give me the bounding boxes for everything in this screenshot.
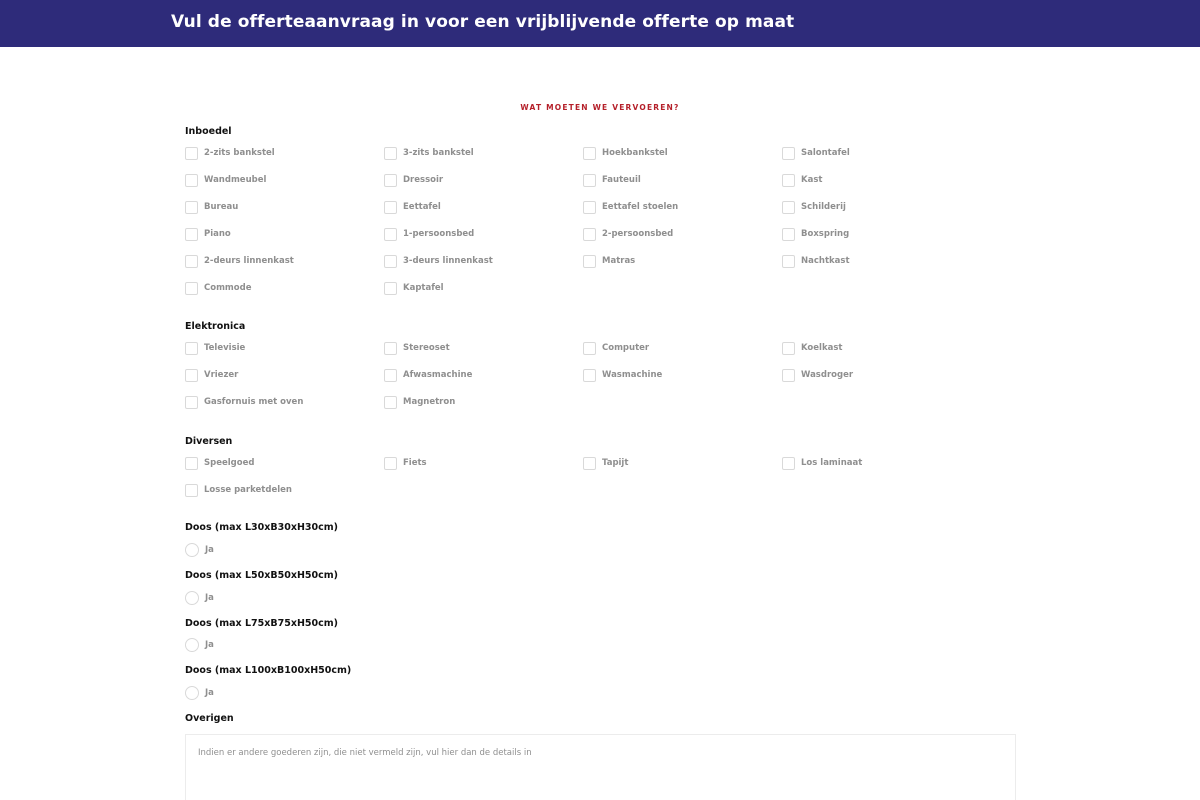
checkbox-label: Stereoset: [403, 343, 450, 353]
checkbox[interactable]: [782, 342, 795, 355]
checkbox[interactable]: [384, 282, 397, 295]
box-heading-75: Doos (max L75xB75xH50cm): [185, 618, 339, 629]
checkbox[interactable]: [185, 201, 198, 214]
checkbox-label: Eettafel: [403, 202, 441, 212]
checkbox[interactable]: [583, 342, 596, 355]
checkbox-schilderij[interactable]: [782, 200, 846, 214]
checkbox-dressoir[interactable]: [384, 173, 443, 187]
radio-button[interactable]: [185, 638, 199, 652]
group-heading-diversen: Diversen: [185, 436, 233, 447]
checkbox[interactable]: [782, 255, 795, 268]
checkbox[interactable]: [782, 228, 795, 241]
checkbox[interactable]: [583, 201, 596, 214]
checkbox-koelkast[interactable]: [782, 341, 842, 355]
checkbox[interactable]: [782, 201, 795, 214]
radio-label: Ja: [205, 593, 214, 603]
checkbox-eettafel-stoelen[interactable]: [583, 200, 678, 214]
checkbox-wasmachine[interactable]: [583, 368, 662, 382]
checkbox-piano[interactable]: [185, 227, 231, 241]
checkbox-los-laminaat[interactable]: [782, 456, 862, 470]
checkbox-label: Dressoir: [403, 175, 444, 185]
group-heading-inboedel: Inboedel: [185, 126, 232, 137]
checkbox-label: Eettafel stoelen: [602, 202, 679, 212]
checkbox-bureau[interactable]: [185, 200, 238, 214]
checkbox-salontafel[interactable]: [782, 146, 850, 160]
checkbox[interactable]: [583, 147, 596, 160]
radio-label: Ja: [205, 545, 214, 555]
box-heading-30: Doos (max L30xB30xH30cm): [185, 522, 339, 533]
checkbox-matras[interactable]: [583, 254, 635, 268]
checkbox-label: 2-persoonsbed: [602, 229, 674, 239]
checkbox-3-deurs-linnenkast[interactable]: [384, 254, 493, 268]
radio-box-75-ja[interactable]: [185, 638, 214, 652]
checkbox-commode[interactable]: [185, 281, 251, 295]
checkbox-label: 1-persoonsbed: [403, 229, 475, 239]
checkbox-label: Kast: [801, 175, 823, 185]
checkbox-2-deurs-linnenkast[interactable]: [185, 254, 294, 268]
checkbox-label: Salontafel: [801, 148, 850, 158]
checkbox[interactable]: [384, 228, 397, 241]
section-kicker: WAT MOETEN WE VERVOEREN?: [520, 103, 680, 112]
checkbox[interactable]: [185, 147, 198, 160]
checkbox[interactable]: [384, 255, 397, 268]
group-heading-elektronica: Elektronica: [185, 321, 246, 332]
checkbox-label: Tapijt: [602, 458, 629, 468]
checkbox-label: Afwasmachine: [403, 370, 473, 380]
checkbox-fiets[interactable]: [384, 456, 427, 470]
radio-button[interactable]: [185, 543, 199, 557]
checkbox[interactable]: [384, 369, 397, 382]
checkbox-label: Losse parketdelen: [204, 485, 292, 495]
checkbox-fauteuil[interactable]: [583, 173, 641, 187]
checkbox[interactable]: [583, 457, 596, 470]
checkbox[interactable]: [583, 255, 596, 268]
checkbox[interactable]: [583, 369, 596, 382]
radio-box-50-ja[interactable]: [185, 591, 214, 605]
checkbox-label: Commode: [204, 283, 252, 293]
checkbox-label: Hoekbankstel: [602, 148, 668, 158]
checkbox-wandmeubel[interactable]: [185, 173, 266, 187]
checkbox-computer[interactable]: [583, 341, 649, 355]
checkbox-2-persoonsbed[interactable]: [583, 227, 673, 241]
checkbox-3-zits-bankstel[interactable]: [384, 146, 474, 160]
textarea-placeholder: Indien er andere goederen zijn, die niet vermeld zijn, vul hier dan de details in: [198, 748, 532, 758]
checkbox-kaptafel[interactable]: [384, 281, 444, 295]
checkbox-label: Wasdroger: [801, 370, 854, 380]
checkbox[interactable]: [782, 147, 795, 160]
checkbox-label: Magnetron: [403, 397, 456, 407]
box-heading-50: Doos (max L50xB50xH50cm): [185, 570, 339, 581]
checkbox[interactable]: [185, 484, 198, 497]
checkbox[interactable]: [185, 396, 198, 409]
checkbox[interactable]: [384, 147, 397, 160]
checkbox-label: Wandmeubel: [204, 175, 267, 185]
checkbox[interactable]: [185, 228, 198, 241]
checkbox-kast[interactable]: [782, 173, 822, 187]
banner-title: Vul de offerteaanvraag in voor een vrijblijvende offerte op maat: [171, 12, 795, 32]
checkbox-afwasmachine[interactable]: [384, 368, 472, 382]
checkbox-label: Nachtkast: [801, 256, 850, 266]
radio-button[interactable]: [185, 591, 199, 605]
checkbox-label: Televisie: [204, 343, 246, 353]
checkbox-label: Computer: [602, 343, 650, 353]
checkbox-label: Piano: [204, 229, 231, 239]
radio-box-100-ja[interactable]: [185, 686, 214, 700]
checkbox-label: 2-deurs linnenkast: [204, 256, 294, 266]
checkbox[interactable]: [384, 342, 397, 355]
checkbox-label: 2-zits bankstel: [204, 148, 275, 158]
checkbox-label: Speelgoed: [204, 458, 255, 468]
overigen-textarea[interactable]: [185, 734, 1016, 800]
checkbox[interactable]: [384, 396, 397, 409]
checkbox-magnetron[interactable]: [384, 395, 455, 409]
checkbox-label: Vriezer: [204, 370, 239, 380]
checkbox[interactable]: [185, 369, 198, 382]
checkbox-gasfornuis-met-oven[interactable]: [185, 395, 303, 409]
checkbox[interactable]: [185, 255, 198, 268]
checkbox-1-persoonsbed[interactable]: [384, 227, 474, 241]
checkbox-stereoset[interactable]: [384, 341, 450, 355]
checkbox[interactable]: [782, 174, 795, 187]
checkbox-label: Gasfornuis met oven: [204, 397, 304, 407]
checkbox-boxspring[interactable]: [782, 227, 849, 241]
checkbox[interactable]: [782, 369, 795, 382]
checkbox[interactable]: [185, 457, 198, 470]
radio-label: Ja: [205, 688, 214, 698]
checkbox-label: Fiets: [403, 458, 427, 468]
radio-button[interactable]: [185, 686, 199, 700]
page-banner: [0, 0, 1200, 47]
radio-box-30-ja[interactable]: [185, 543, 214, 557]
checkbox-label: Boxspring: [801, 229, 850, 239]
checkbox[interactable]: [384, 201, 397, 214]
box-heading-100: Doos (max L100xB100xH50cm): [185, 665, 352, 676]
checkbox-televisie[interactable]: [185, 341, 245, 355]
checkbox-label: Los laminaat: [801, 458, 863, 468]
checkbox-eettafel[interactable]: [384, 200, 441, 214]
checkbox[interactable]: [185, 282, 198, 295]
checkbox-vriezer[interactable]: [185, 368, 238, 382]
checkbox[interactable]: [583, 174, 596, 187]
checkbox-tapijt[interactable]: [583, 456, 628, 470]
checkbox-speelgoed[interactable]: [185, 456, 254, 470]
checkbox-label: 3-deurs linnenkast: [403, 256, 493, 266]
checkbox[interactable]: [384, 174, 397, 187]
checkbox-label: Kaptafel: [403, 283, 444, 293]
checkbox-hoekbankstel[interactable]: [583, 146, 668, 160]
checkbox-label: Matras: [602, 256, 636, 266]
checkbox-label: Wasmachine: [602, 370, 663, 380]
checkbox-losse-parketdelen[interactable]: [185, 483, 292, 497]
checkbox-label: Schilderij: [801, 202, 846, 212]
checkbox[interactable]: [185, 174, 198, 187]
checkbox[interactable]: [185, 342, 198, 355]
group-heading-overigen: Overigen: [185, 713, 234, 724]
checkbox-wasdroger[interactable]: [782, 368, 853, 382]
checkbox[interactable]: [583, 228, 596, 241]
checkbox-label: Bureau: [204, 202, 239, 212]
checkbox-label: Koelkast: [801, 343, 843, 353]
checkbox-nachtkast[interactable]: [782, 254, 850, 268]
radio-label: Ja: [205, 640, 214, 650]
checkbox[interactable]: [782, 457, 795, 470]
checkbox-2-zits-bankstel[interactable]: [185, 146, 275, 160]
checkbox-label: Fauteuil: [602, 175, 641, 185]
checkbox-label: 3-zits bankstel: [403, 148, 474, 158]
checkbox[interactable]: [384, 457, 397, 470]
